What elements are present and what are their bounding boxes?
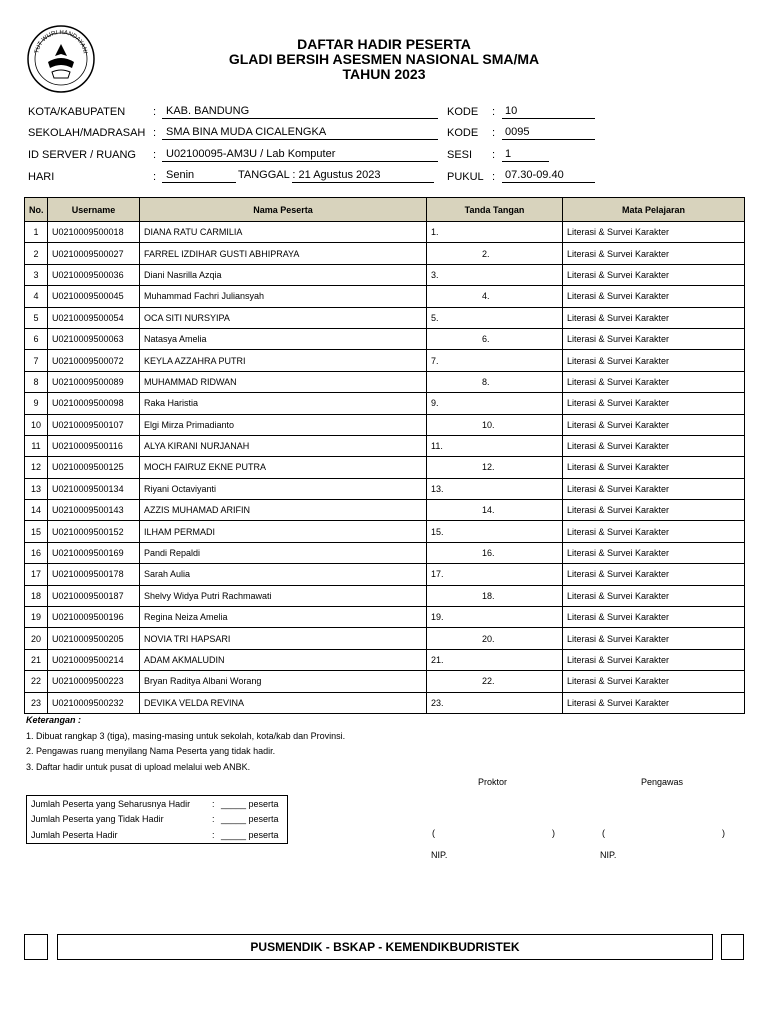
cell-nama-peserta: FARREL IZDIHAR GUSTI ABHIPRAYA (140, 243, 427, 264)
notes-heading: Keterangan : (26, 715, 82, 725)
header-username: Username (48, 198, 140, 222)
cell-nama-peserta: Raka Haristia (140, 393, 427, 414)
pengawas-label: Pengawas (641, 777, 684, 787)
colon: : (492, 127, 496, 139)
cell-tanda-tangan: 13. (427, 478, 563, 499)
cell-username: U0210009500125 (48, 457, 140, 478)
table-row (25, 328, 745, 349)
kode2-underline (502, 139, 595, 140)
summary-row (31, 812, 164, 826)
cell-nama-peserta: Diani Nasrilla Azqia (140, 264, 427, 285)
header-no: No. (25, 198, 48, 222)
summary-value: _____ peserta (221, 799, 279, 809)
kode1-underline (502, 118, 595, 119)
cell-username: U0210009500214 (48, 649, 140, 670)
cell-nama-peserta: Sarah Aulia (140, 564, 427, 585)
table-row (25, 692, 745, 713)
table-row (25, 671, 745, 692)
cell-nama-peserta: Bryan Raditya Albani Worang (140, 671, 427, 692)
cell-no: 14 (25, 500, 48, 521)
cell-tanda-tangan: 15. (427, 521, 563, 542)
cell-tanda-tangan: 5. (427, 307, 563, 328)
kode1-label: KODE (447, 106, 479, 118)
cell-nama-peserta: Natasya Amelia (140, 328, 427, 349)
cell-tanda-tangan: 23. (427, 692, 563, 713)
cell-username: U0210009500107 (48, 414, 140, 435)
note-item: 2. Pengawas ruang menyilang Nama Peserta yang tidak hadir. (26, 746, 276, 756)
cell-no: 9 (25, 393, 48, 414)
header-mata-pelajaran: Mata Pelajaran (563, 198, 745, 222)
cell-no: 13 (25, 478, 48, 499)
cell-username: U0210009500223 (48, 671, 140, 692)
pukul-value: 07.30-09.40 (505, 169, 564, 181)
table-row (25, 564, 745, 585)
cell-mata-pelajaran: Literasi & Survei Karakter (563, 649, 745, 670)
cell-tanda-tangan: 10. (427, 414, 563, 435)
table-row (25, 585, 745, 606)
cell-no: 12 (25, 457, 48, 478)
summary-row (31, 828, 118, 842)
hari-underline (162, 182, 236, 183)
proktor-label: Proktor (478, 777, 508, 787)
cell-no: 23 (25, 692, 48, 713)
kota-value: KAB. BANDUNG (166, 105, 250, 117)
sesi-value: 1 (505, 148, 512, 160)
cell-nama-peserta: NOVIA TRI HAPSARI (140, 628, 427, 649)
cell-nama-peserta: ILHAM PERMADI (140, 521, 427, 542)
cell-mata-pelajaran: Literasi & Survei Karakter (563, 393, 745, 414)
document-title-line3: TAHUN 2023 (342, 66, 426, 82)
cell-nama-peserta: ALYA KIRANI NURJANAH (140, 435, 427, 456)
cell-username: U0210009500036 (48, 264, 140, 285)
cell-nama-peserta: KEYLA AZZAHRA PUTRI (140, 350, 427, 371)
table-row (25, 542, 745, 563)
colon: : (212, 830, 215, 840)
sekolah-underline (162, 139, 438, 140)
colon: : (212, 799, 215, 809)
cell-username: U0210009500116 (48, 435, 140, 456)
cell-tanda-tangan: 14. (427, 500, 563, 521)
cell-username: U0210009500196 (48, 607, 140, 628)
cell-nama-peserta: AZZIS MUHAMAD ARIFIN (140, 500, 427, 521)
colon: : (492, 149, 496, 161)
summary-label: Jumlah Peserta Hadir (31, 830, 118, 840)
cell-no: 20 (25, 628, 48, 649)
kode1-value: 10 (505, 105, 518, 117)
cell-no: 1 (25, 222, 48, 243)
table-row (25, 607, 745, 628)
cell-nama-peserta: MUHAMMAD RIDWAN (140, 371, 427, 392)
colon: : (153, 149, 157, 161)
cell-mata-pelajaran: Literasi & Survei Karakter (563, 585, 745, 606)
cell-username: U0210009500089 (48, 371, 140, 392)
table-row (25, 222, 745, 243)
cell-mata-pelajaran: Literasi & Survei Karakter (563, 371, 745, 392)
cell-no: 6 (25, 328, 48, 349)
cell-nama-peserta: Riyani Octaviyanti (140, 478, 427, 499)
sekolah-value: SMA BINA MUDA CICALENGKA (166, 126, 327, 138)
table-body (25, 222, 745, 714)
cell-tanda-tangan: 3. (427, 264, 563, 285)
cell-tanda-tangan: 1. (427, 222, 563, 243)
cell-mata-pelajaran: Literasi & Survei Karakter (563, 307, 745, 328)
cell-no: 18 (25, 585, 48, 606)
table-row (25, 435, 745, 456)
cell-nama-peserta: MOCH FAIRUZ EKNE PUTRA (140, 457, 427, 478)
proktor-nip-label: NIP. (431, 850, 448, 860)
cell-username: U0210009500063 (48, 328, 140, 349)
cell-nama-peserta: DIANA RATU CARMILIA (140, 222, 427, 243)
kode2-value: 0095 (505, 126, 530, 138)
cell-nama-peserta: Muhammad Fachri Juliansyah (140, 286, 427, 307)
cell-mata-pelajaran: Literasi & Survei Karakter (563, 478, 745, 499)
cell-username: U0210009500232 (48, 692, 140, 713)
cell-nama-peserta: Shelvy Widya Putri Rachmawati (140, 585, 427, 606)
server-underline (162, 161, 438, 162)
cell-no: 10 (25, 414, 48, 435)
logo-text: TUT WURI HANDAYANI (34, 29, 88, 55)
summary-label: Jumlah Peserta yang Seharusnya Hadir (31, 799, 191, 809)
cell-username: U0210009500045 (48, 286, 140, 307)
proktor-open-paren: ( (432, 828, 435, 838)
document-title-line1: DAFTAR HADIR PESERTA (297, 36, 471, 52)
cell-mata-pelajaran: Literasi & Survei Karakter (563, 692, 745, 713)
pukul-underline (502, 182, 595, 183)
table-row (25, 371, 745, 392)
cell-no: 2 (25, 243, 48, 264)
cell-tanda-tangan: 22. (427, 671, 563, 692)
table-row (25, 628, 745, 649)
table-row (25, 478, 745, 499)
table-row (25, 521, 745, 542)
summary-value: _____ peserta (221, 830, 279, 840)
cell-no: 15 (25, 521, 48, 542)
table-header-row (25, 198, 745, 222)
cell-mata-pelajaran: Literasi & Survei Karakter (563, 542, 745, 563)
cell-username: U0210009500072 (48, 350, 140, 371)
summary-label: Jumlah Peserta yang Tidak Hadir (31, 814, 164, 824)
cell-mata-pelajaran: Literasi & Survei Karakter (563, 414, 745, 435)
cell-username: U0210009500178 (48, 564, 140, 585)
kota-underline (162, 118, 438, 119)
footer-left-box (24, 934, 48, 960)
note-item: 3. Daftar hadir untuk pusat di upload melalui web ANBK. (26, 762, 251, 772)
cell-mata-pelajaran: Literasi & Survei Karakter (563, 457, 745, 478)
colon: : (153, 171, 157, 183)
cell-no: 8 (25, 371, 48, 392)
cell-mata-pelajaran: Literasi & Survei Karakter (563, 628, 745, 649)
cell-username: U0210009500098 (48, 393, 140, 414)
cell-username: U0210009500205 (48, 628, 140, 649)
cell-mata-pelajaran: Literasi & Survei Karakter (563, 521, 745, 542)
cell-username: U0210009500152 (48, 521, 140, 542)
cell-username: U0210009500143 (48, 500, 140, 521)
cell-nama-peserta: ADAM AKMALUDIN (140, 649, 427, 670)
summary-value: _____ peserta (221, 814, 279, 824)
table-row (25, 414, 745, 435)
cell-no: 7 (25, 350, 48, 371)
cell-mata-pelajaran: Literasi & Survei Karakter (563, 564, 745, 585)
colon: : (492, 106, 496, 118)
table-row (25, 500, 745, 521)
hari-value: Senin (166, 169, 195, 181)
cell-tanda-tangan: 9. (427, 393, 563, 414)
cell-mata-pelajaran: Literasi & Survei Karakter (563, 350, 745, 371)
cell-username: U0210009500169 (48, 542, 140, 563)
cell-username: U0210009500187 (48, 585, 140, 606)
cell-mata-pelajaran: Literasi & Survei Karakter (563, 222, 745, 243)
cell-no: 21 (25, 649, 48, 670)
cell-no: 5 (25, 307, 48, 328)
cell-tanda-tangan: 11. (427, 435, 563, 456)
cell-no: 4 (25, 286, 48, 307)
note-item: 1. Dibuat rangkap 3 (tiga), masing-masing untuk sekolah, kota/kab dan Provinsi. (26, 731, 346, 741)
pengawas-close-paren: ) (722, 828, 725, 838)
pengawas-nip-label: NIP. (600, 850, 617, 860)
cell-no: 19 (25, 607, 48, 628)
document-title-line2: GLADI BERSIH ASESMEN NASIONAL SMA/MA (228, 51, 540, 67)
cell-username: U0210009500027 (48, 243, 140, 264)
cell-mata-pelajaran: Literasi & Survei Karakter (563, 243, 745, 264)
server-label: ID SERVER / RUANG (28, 149, 136, 161)
table-row (25, 286, 745, 307)
cell-nama-peserta: Pandi Repaldi (140, 542, 427, 563)
cell-mata-pelajaran: Literasi & Survei Karakter (563, 286, 745, 307)
cell-username: U0210009500054 (48, 307, 140, 328)
cell-tanda-tangan: 7. (427, 350, 563, 371)
server-value: U02100095-AM3U / Lab Komputer (166, 148, 336, 160)
cell-mata-pelajaran: Literasi & Survei Karakter (563, 607, 745, 628)
kota-label: KOTA/KABUPATEN (28, 106, 126, 118)
header-tanda-tangan: Tanda Tangan (427, 198, 563, 222)
cell-username: U0210009500018 (48, 222, 140, 243)
cell-tanda-tangan: 16. (427, 542, 563, 563)
cell-tanda-tangan: 6. (427, 328, 563, 349)
cell-nama-peserta: OCA SITI NURSYIPA (140, 307, 427, 328)
table-row (25, 350, 745, 371)
hari-label: HARI (28, 171, 55, 183)
cell-nama-peserta: Regina Neiza Amelia (140, 607, 427, 628)
summary-row (31, 797, 190, 811)
cell-mata-pelajaran: Literasi & Survei Karakter (563, 671, 745, 692)
table-row (25, 457, 745, 478)
cell-tanda-tangan: 20. (427, 628, 563, 649)
cell-tanda-tangan: 19. (427, 607, 563, 628)
cell-mata-pelajaran: Literasi & Survei Karakter (563, 264, 745, 285)
cell-no: 3 (25, 264, 48, 285)
tut-wuri-handayani-logo (26, 24, 96, 94)
cell-tanda-tangan: 21. (427, 649, 563, 670)
proktor-close-paren: ) (552, 828, 555, 838)
footer-right-box (721, 934, 744, 960)
summary-box (26, 795, 288, 844)
pukul-label: PUKUL (447, 171, 484, 183)
table-row (25, 393, 745, 414)
cell-username: U0210009500134 (48, 478, 140, 499)
cell-tanda-tangan: 4. (427, 286, 563, 307)
table-row (25, 243, 745, 264)
cell-tanda-tangan: 2. (427, 243, 563, 264)
cell-tanda-tangan: 18. (427, 585, 563, 606)
cell-no: 16 (25, 542, 48, 563)
cell-no: 22 (25, 671, 48, 692)
cell-mata-pelajaran: Literasi & Survei Karakter (563, 328, 745, 349)
cell-mata-pelajaran: Literasi & Survei Karakter (563, 500, 745, 521)
table-row (25, 307, 745, 328)
sesi-label: SESI (447, 149, 473, 161)
colon: : (153, 127, 157, 139)
cell-tanda-tangan: 8. (427, 371, 563, 392)
colon: : (212, 814, 215, 824)
kode2-label: KODE (447, 127, 479, 139)
cell-nama-peserta: Elgi Mirza Primadianto (140, 414, 427, 435)
table-row (25, 649, 745, 670)
cell-no: 11 (25, 435, 48, 456)
colon: : (492, 171, 496, 183)
sesi-underline (502, 161, 549, 162)
cell-tanda-tangan: 17. (427, 564, 563, 585)
header-nama-peserta: Nama Peserta (140, 198, 427, 222)
tanggal-text: TANGGAL : 21 Agustus 2023 (238, 169, 381, 181)
colon: : (153, 106, 157, 118)
cell-mata-pelajaran: Literasi & Survei Karakter (563, 435, 745, 456)
table-row (25, 264, 745, 285)
cell-tanda-tangan: 12. (427, 457, 563, 478)
footer-label: PUSMENDIK - BSKAP - KEMENDIKBUDRISTEK (57, 934, 713, 960)
pengawas-open-paren: ( (602, 828, 605, 838)
attendance-table (24, 197, 745, 714)
sekolah-label: SEKOLAH/MADRASAH (28, 127, 146, 139)
tanggal-underline (292, 182, 434, 183)
cell-no: 17 (25, 564, 48, 585)
cell-nama-peserta: DEVIKA VELDA REVINA (140, 692, 427, 713)
